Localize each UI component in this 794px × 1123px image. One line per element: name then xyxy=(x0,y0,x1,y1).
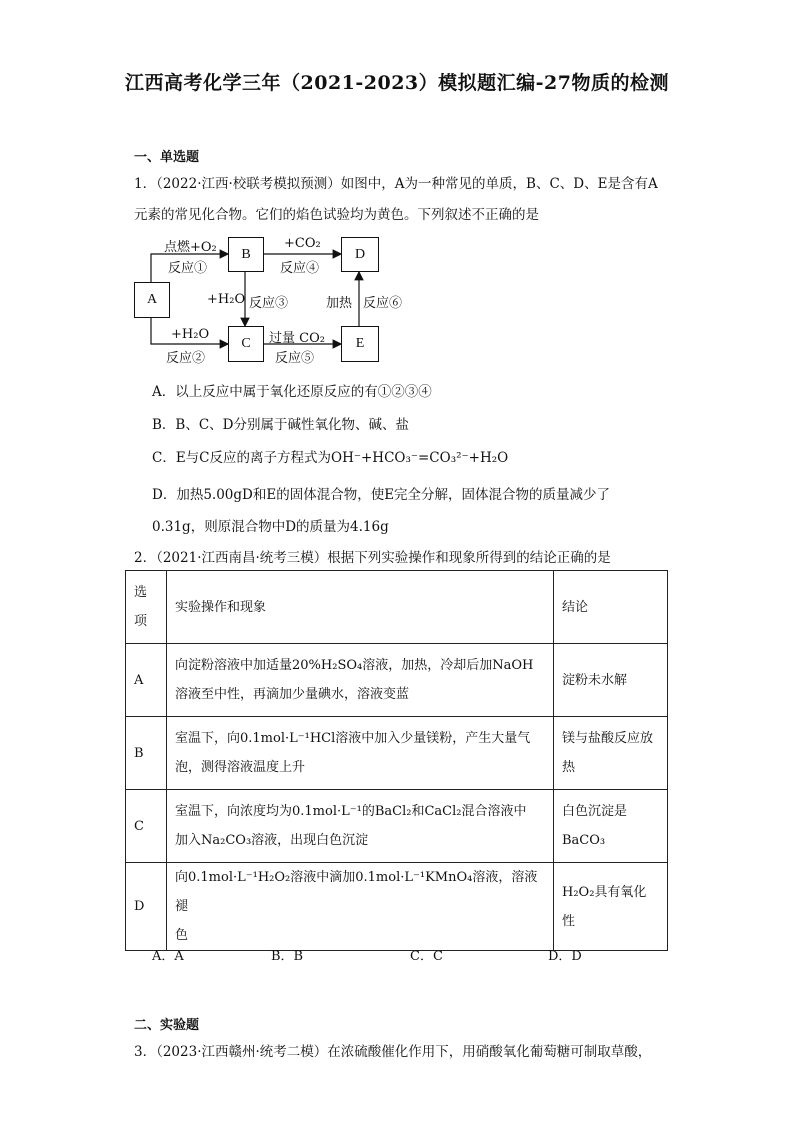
row-conclusion xyxy=(554,863,668,951)
label-reaction-3: 反应③ xyxy=(249,296,289,311)
row-option: C xyxy=(126,790,167,863)
question-1-option-d-line-2: 0.31g，则原混合物中D的质量为4.16g xyxy=(152,519,389,535)
table-header-row xyxy=(126,571,668,644)
label-reaction-5: 反应⑤ xyxy=(275,351,315,366)
label-reaction-1-condition: 点燃+O₂ xyxy=(164,240,217,255)
row-operation-line-2: 加入Na₂CO₃溶液，出现白色沉淀 xyxy=(175,833,369,848)
box-c: C xyxy=(228,326,264,362)
header-operation: 实验操作和现象 xyxy=(167,571,554,644)
header-option-char-2: 项 xyxy=(134,614,148,629)
row-option: B xyxy=(126,717,167,790)
row-conclusion-line-2: 热 xyxy=(562,760,576,775)
row-conclusion xyxy=(554,717,668,790)
table-row xyxy=(126,644,668,717)
question-1-option-b: B．B、C、D分别属于碱性氧化物、碱、盐 xyxy=(152,417,409,433)
row-operation-line-2: 色 xyxy=(175,928,189,943)
question-2-choice-a: A．A xyxy=(152,949,184,964)
row-conclusion xyxy=(554,790,668,863)
row-conclusion-line-1: 白色沉淀是 xyxy=(562,804,628,819)
label-reaction-4: 反应④ xyxy=(280,261,320,276)
section-heading-single-choice: 一、单选题 xyxy=(134,150,200,165)
question-1-option-a: A．以上反应中属于氧化还原反应的有①②③④ xyxy=(152,384,432,400)
box-b: B xyxy=(228,237,264,272)
box-e: E xyxy=(341,326,379,362)
row-operation xyxy=(167,790,554,863)
label-reaction-1: 反应① xyxy=(168,261,208,276)
row-option: D xyxy=(126,863,167,951)
diagram-arrows xyxy=(0,0,794,400)
label-reaction-4-condition: +CO₂ xyxy=(284,236,321,251)
row-operation-line-1: 室温下，向浓度均为0.1mol·L⁻¹的BaCl₂和CaCl₂混合溶液中 xyxy=(175,804,527,819)
question-2-choice-c: C．C xyxy=(410,949,443,964)
label-reaction-3-condition: +H₂O xyxy=(207,292,246,307)
box-d: D xyxy=(341,237,379,272)
header-option-char-1: 选 xyxy=(134,585,148,600)
header-conclusion: 结论 xyxy=(554,571,668,644)
row-conclusion-line-2: 性 xyxy=(562,913,576,929)
question-2-choice-d: D．D xyxy=(548,949,582,964)
row-conclusion xyxy=(554,644,668,717)
header-option xyxy=(126,571,167,644)
row-operation-line-1: 室温下，向0.1mol·L⁻¹HCl溶液中加入少量镁粉，产生大量气 xyxy=(175,731,531,746)
box-a: A xyxy=(134,282,170,318)
row-operation xyxy=(167,717,554,790)
row-operation xyxy=(167,863,554,951)
row-operation xyxy=(167,644,554,717)
row-operation-line-1: 向淀粉溶液中加适量20%H₂SO₄溶液，加热，冷却后加NaOH xyxy=(175,658,534,673)
label-reaction-5-condition: 过量 CO₂ xyxy=(269,331,325,346)
table-row xyxy=(126,790,668,863)
table-row xyxy=(126,863,668,951)
question-1-option-c: C．E与C反应的离子方程式为OH⁻+HCO₃⁻=CO₃²⁻+H₂O xyxy=(152,450,509,466)
label-reaction-2: 反应② xyxy=(166,351,206,366)
label-reaction-6: 反应⑥ xyxy=(363,296,403,311)
table-row xyxy=(126,717,668,790)
experiment-table xyxy=(125,570,668,951)
row-operation-line-2: 溶液至中性，再滴加少量碘水，溶液变蓝 xyxy=(175,687,410,702)
section-heading-experiment: 二、实验题 xyxy=(134,1018,200,1033)
row-operation-line-2: 泡，测得溶液温度上升 xyxy=(175,760,306,775)
row-conclusion-line-1: 镁与盐酸反应放 xyxy=(562,731,654,746)
row-operation-line-1: 向0.1mol·L⁻¹H₂O₂溶液中滴加0.1mol·L⁻¹KMnO₄溶液，溶液褪 xyxy=(175,870,538,914)
page-title: 江西高考化学三年（2021-2023）模拟题汇编-27物质的检测 xyxy=(125,72,669,94)
row-conclusion-line-2: BaCO₃ xyxy=(562,833,606,848)
label-reaction-2-condition: +H₂O xyxy=(171,327,210,342)
question-2-choice-b: B．B xyxy=(271,949,304,964)
row-conclusion-line-1: 淀粉未水解 xyxy=(562,672,628,688)
row-conclusion-line-1: H₂O₂具有氧化 xyxy=(562,884,647,900)
question-2-stem: 2．（2021·江西南昌·统考三模）根据下列实验操作和现象所得到的结论正确的是 xyxy=(134,550,611,566)
question-1-option-d-line-1: D．加热5.00gD和E的固体混合物，使E完全分解，固体混合物的质量减少了 xyxy=(152,487,611,503)
question-1-line-2: 元素的常见化合物。它们的焰色试验均为黄色。下列叙述不正确的是 xyxy=(134,207,539,223)
question-3-stem: 3．（2023·江西赣州·统考二模）在浓硫酸催化作用下，用硝酸氧化葡萄糖可制取草酸， xyxy=(134,1044,652,1060)
question-1-line-1: 1．（2022·江西·校联考模拟预测）如图中，A为一种常见的单质，B、C、D、E是含有A xyxy=(134,176,658,192)
label-reaction-6-condition: 加热 xyxy=(326,296,353,311)
row-option: A xyxy=(126,644,167,717)
